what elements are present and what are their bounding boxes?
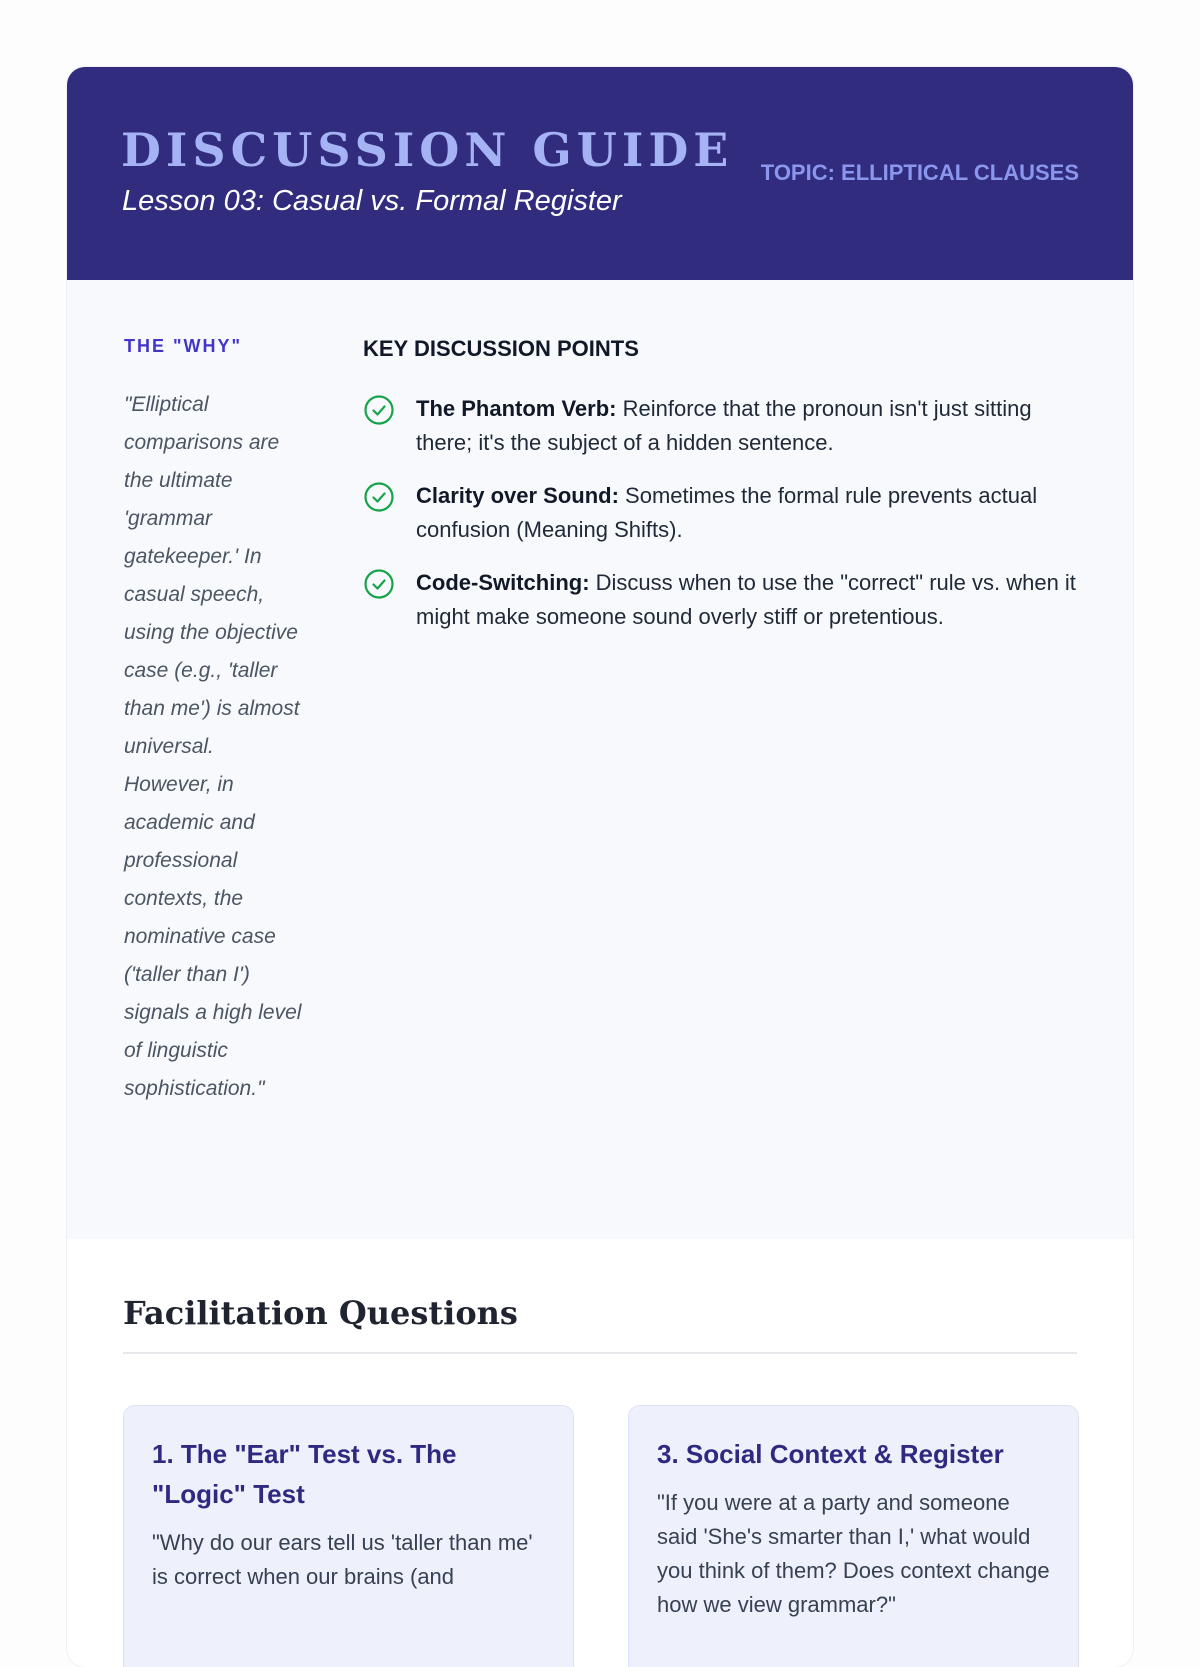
overview-section xyxy=(67,280,1133,1239)
facilitation-section xyxy=(67,1239,1133,1667)
key-point-item xyxy=(363,392,1083,460)
question-text: "If you were at a party and someone said 'She's smarter than I,' what would you think of them? Does context change how we view grammar?" xyxy=(657,1490,1050,1617)
question-text: "Why do our ears tell us 'taller than me' is correct when our brains (and xyxy=(152,1530,533,1589)
key-point-title: Code-Switching: xyxy=(416,570,590,595)
question-title: 3. Social Context & Register xyxy=(657,1439,1004,1469)
check-circle-icon xyxy=(363,568,395,600)
key-point-text: Reinforce that the pronoun isn't just sitting there; it's the subject of a hidden sentence. xyxy=(416,396,1032,455)
lesson-subtitle: Lesson 03: Casual vs. Formal Register xyxy=(122,185,622,217)
question-card xyxy=(628,1405,1079,1667)
page-title: DISCUSSION GUIDE xyxy=(121,123,734,177)
key-point-text: Discuss when to use the "correct" rule vs. when it might make someone sound overly stiff or pretentious. xyxy=(416,570,1076,629)
section-divider xyxy=(123,1352,1077,1354)
discussion-guide-card xyxy=(67,67,1133,1667)
key-point-title: Clarity over Sound: xyxy=(416,483,619,508)
key-point-text: Sometimes the formal rule prevents actual confusion (Meaning Shifts). xyxy=(416,483,1038,542)
key-point-item xyxy=(363,566,1083,634)
key-point-item xyxy=(363,479,1083,547)
topic-label: TOPIC: ELLIPTICAL CLAUSES xyxy=(760,160,1079,185)
key-points-list xyxy=(363,392,1083,653)
key-point-title: The Phantom Verb: xyxy=(416,396,617,421)
why-quote: "Elliptical comparisons are the ultimate 'grammar gatekeeper.' In casual speech, using the objective case (e.g., 'taller than me') is almost universal. However, in academic and professional contexts, the nominative case ('taller than I') signals a high level of linguistic sophistication." xyxy=(124,393,302,1100)
facilitation-heading: Facilitation Questions xyxy=(123,1294,518,1332)
header xyxy=(67,67,1133,280)
key-points-heading: KEY DISCUSSION POINTS xyxy=(363,336,639,361)
question-card xyxy=(123,1405,574,1667)
question-title: 1. The "Ear" Test vs. The "Logic" Test xyxy=(152,1439,457,1509)
check-circle-icon xyxy=(363,481,395,513)
why-heading: THE "WHY" xyxy=(124,336,243,356)
check-circle-icon xyxy=(363,394,395,426)
